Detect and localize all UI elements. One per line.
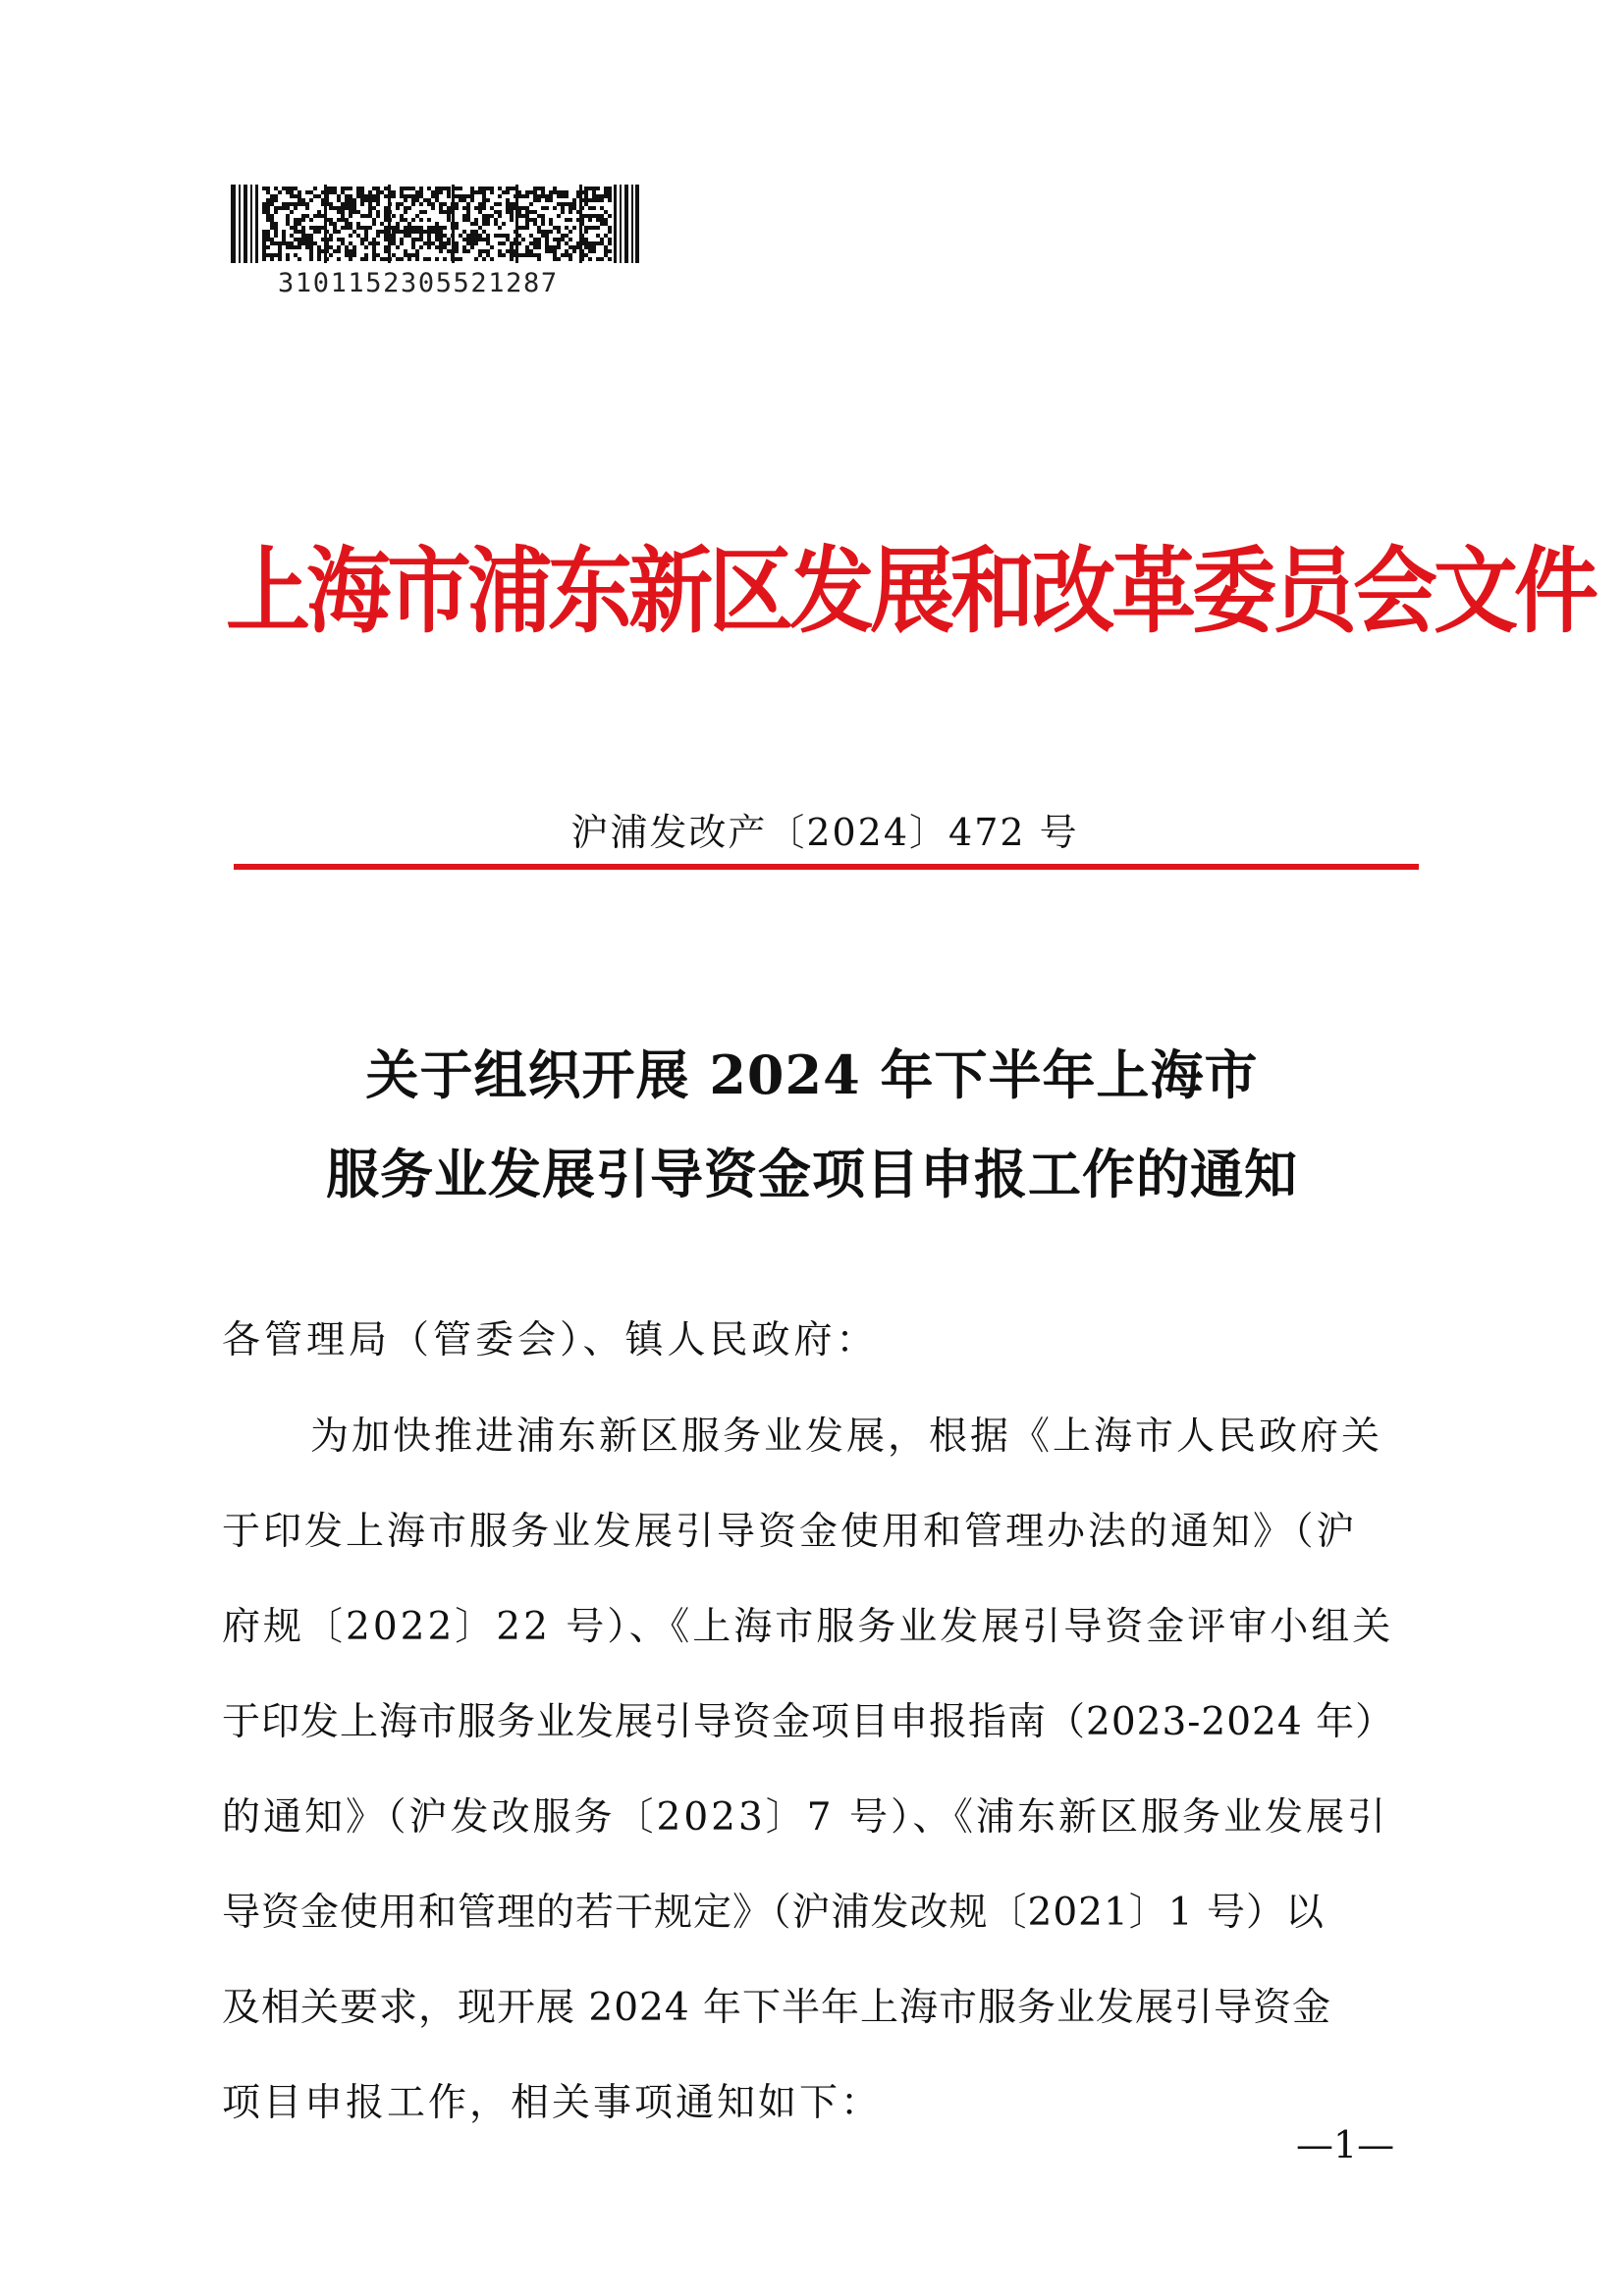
- body-line: 导资金使用和管理的若干规定》（沪浦发改规〔2021〕1 号）以: [222, 1891, 1325, 1935]
- red-divider-line: [234, 864, 1419, 870]
- barcode-number: 3101152305521287: [278, 268, 559, 298]
- body-line: 府规〔2022〕22 号）、《上海市服务业发展引导资金评审小组关: [222, 1605, 1394, 1649]
- body-line: 的通知》（沪发改服务〔2023〕7 号）、《浦东新区服务业发展引: [222, 1795, 1388, 1840]
- document-title-line-2: 服务业发展引导资金项目申报工作的通知: [326, 1143, 1298, 1205]
- salutation: 各管理局（管委会）、镇人民政府：: [222, 1318, 879, 1362]
- body-line: 为加快推进浦东新区服务业发展，根据《上海市人民政府关: [310, 1415, 1383, 1459]
- document-number: 沪浦发改产〔2024〕472 号: [570, 811, 1079, 854]
- document-barcode: [231, 185, 639, 263]
- body-line: 及相关要求，现开展 2024 年下半年上海市服务业发展引导资金: [222, 1986, 1332, 2030]
- body-line: 项目申报工作，相关事项通知如下：: [222, 2081, 883, 2125]
- body-line: 于印发上海市服务业发展引导资金使用和管理办法的通知》（沪: [222, 1510, 1358, 1554]
- issuer-header: 上海市浦东新区发展和改革委员会文件: [226, 536, 1595, 646]
- body-line: 于印发上海市服务业发展引导资金项目申报指南（2023-2024 年）: [222, 1700, 1395, 1744]
- page-number: —1—: [1296, 2123, 1395, 2166]
- document-title-line-1: 关于组织开展 2024 年下半年上海市: [365, 1043, 1259, 1106]
